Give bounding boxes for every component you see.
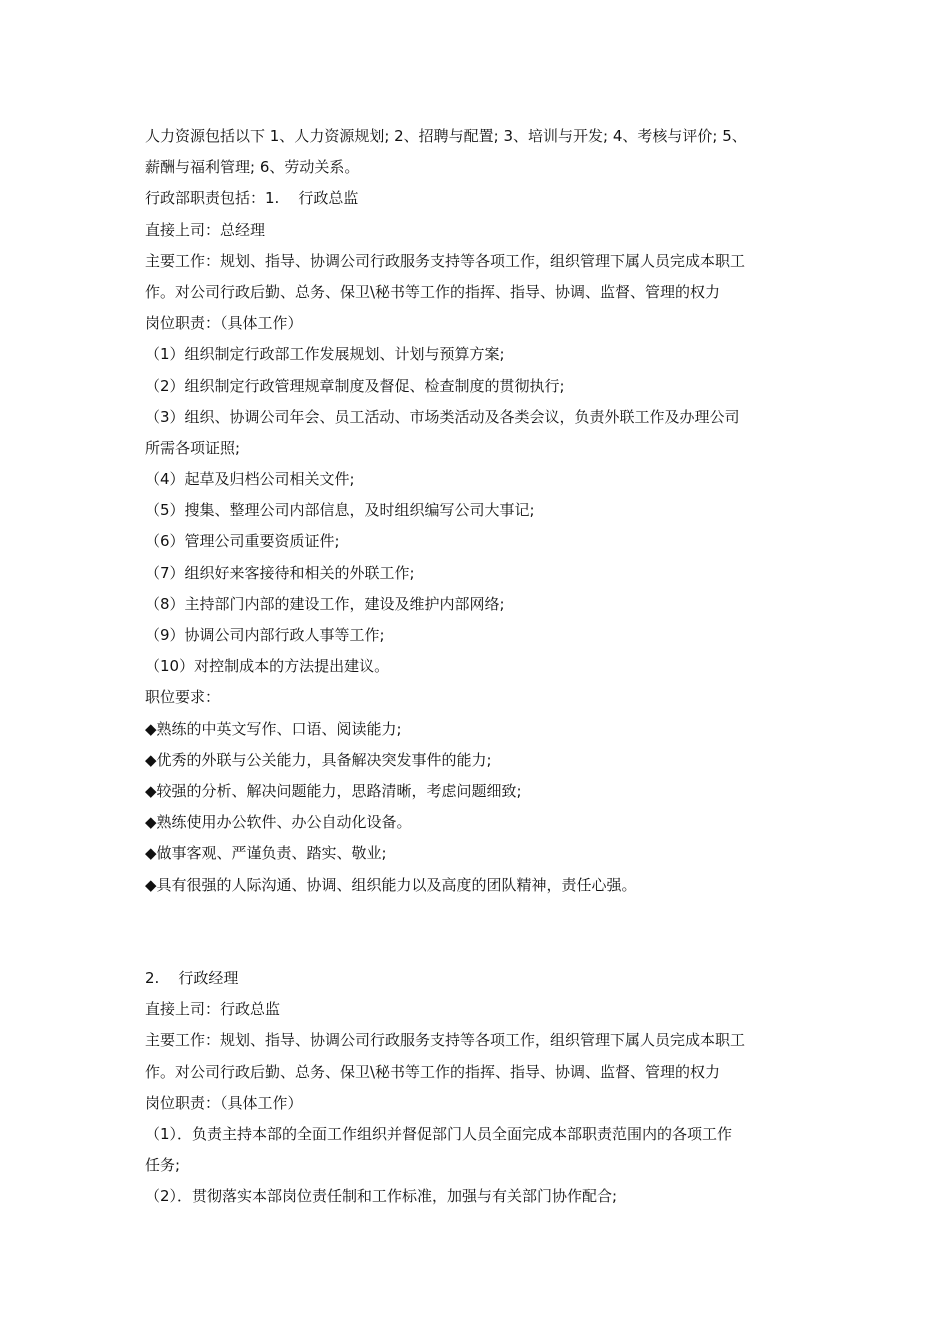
text-line: （3）组织、协调公司年会、员工活动、市场类活动及各类会议，负责外联工作及办理公司 (145, 407, 740, 426)
text-line: 作。对公司行政后勤、总务、保卫\秘书等工作的指挥、指导、协调、监督、管理的权力 (145, 282, 721, 301)
text-line: 薪酬与福利管理; 6、劳动关系。 (145, 158, 360, 177)
text-line: ◆做事客观、严谨负责、踏实、敬业; (145, 844, 387, 863)
text-line: （2）．贯彻落实本部岗位责任制和工作标准，加强与有关部门协作配合; (145, 1187, 618, 1206)
text-line: 2. 行政经理 (145, 969, 239, 988)
text-line: ◆较强的分析、解决问题能力，思路清晰，考虑问题细致; (145, 781, 522, 800)
text-line: 作。对公司行政后勤、总务、保卫\秘书等工作的指挥、指导、协调、监督、管理的权力 (145, 1062, 721, 1081)
text-line: （1）组织制定行政部工作发展规划、计划与预算方案; (145, 345, 505, 364)
text-line: （7）组织好来客接待和相关的外联工作; (145, 563, 415, 582)
text-line: 任务; (145, 1156, 181, 1175)
text-line: （1）．负责主持本部的全面工作组织并督促部门人员全面完成本部职责范围内的各项工作 (145, 1125, 733, 1144)
text-line: 岗位职责：（具体工作） (145, 314, 303, 333)
text-line: （9）协调公司内部行政人事等工作; (145, 626, 385, 644)
text-line: （8）主持部门内部的建设工作，建设及维护内部网络; (145, 594, 505, 613)
text-line: 岗位职责：（具体工作） (145, 1093, 303, 1112)
text-line: ◆具有很强的人际沟通、协调、组织能力以及高度的团队精神，责任心强。 (145, 875, 637, 894)
text-line: ◆熟练的中英文写作、口语、阅读能力; (145, 719, 402, 738)
text-line: （2）组织制定行政管理规章制度及督促、检查制度的贯彻执行; (145, 376, 565, 395)
text-line: ◆熟练使用办公软件、办公自动化设备。 (145, 813, 412, 832)
document-body (145, 121, 810, 1213)
text-line: （4）起草及归档公司相关文件; (145, 470, 355, 489)
text-line: 所需各项证照; (145, 438, 241, 457)
text-line: 主要工作：规划、指导、协调公司行政服务支持等各项工作，组织管理下属人员完成本职工 (145, 1031, 746, 1050)
section-administrative-manager (145, 963, 810, 1213)
text-line: 主要工作：规划、指导、协调公司行政服务支持等各项工作，组织管理下属人员完成本职工 (145, 251, 746, 270)
section-administrative-director (145, 121, 810, 901)
text-line: （10）对控制成本的方法提出建议。 (145, 657, 390, 676)
text-line: （6）管理公司重要资质证件; (145, 532, 340, 551)
text-line: 直接上司：行政总监 (145, 1000, 281, 1019)
text-line: ◆优秀的外联与公关能力，具备解决突发事件的能力; (145, 750, 492, 769)
text-line: 行政部职责包括：1. 行政总监 (145, 189, 359, 208)
text-line: （5）搜集、整理公司内部信息，及时组织编写公司大事记; (145, 501, 535, 520)
text-line: 直接上司：总经理 (145, 220, 266, 239)
text-line: 人力资源包括以下 1、人力资源规划; 2、招聘与配置; 3、培训与开发; 4、考核与评价; 5、 (145, 127, 747, 145)
section-gap (145, 901, 810, 963)
text-line: 职位要求： (145, 688, 221, 707)
